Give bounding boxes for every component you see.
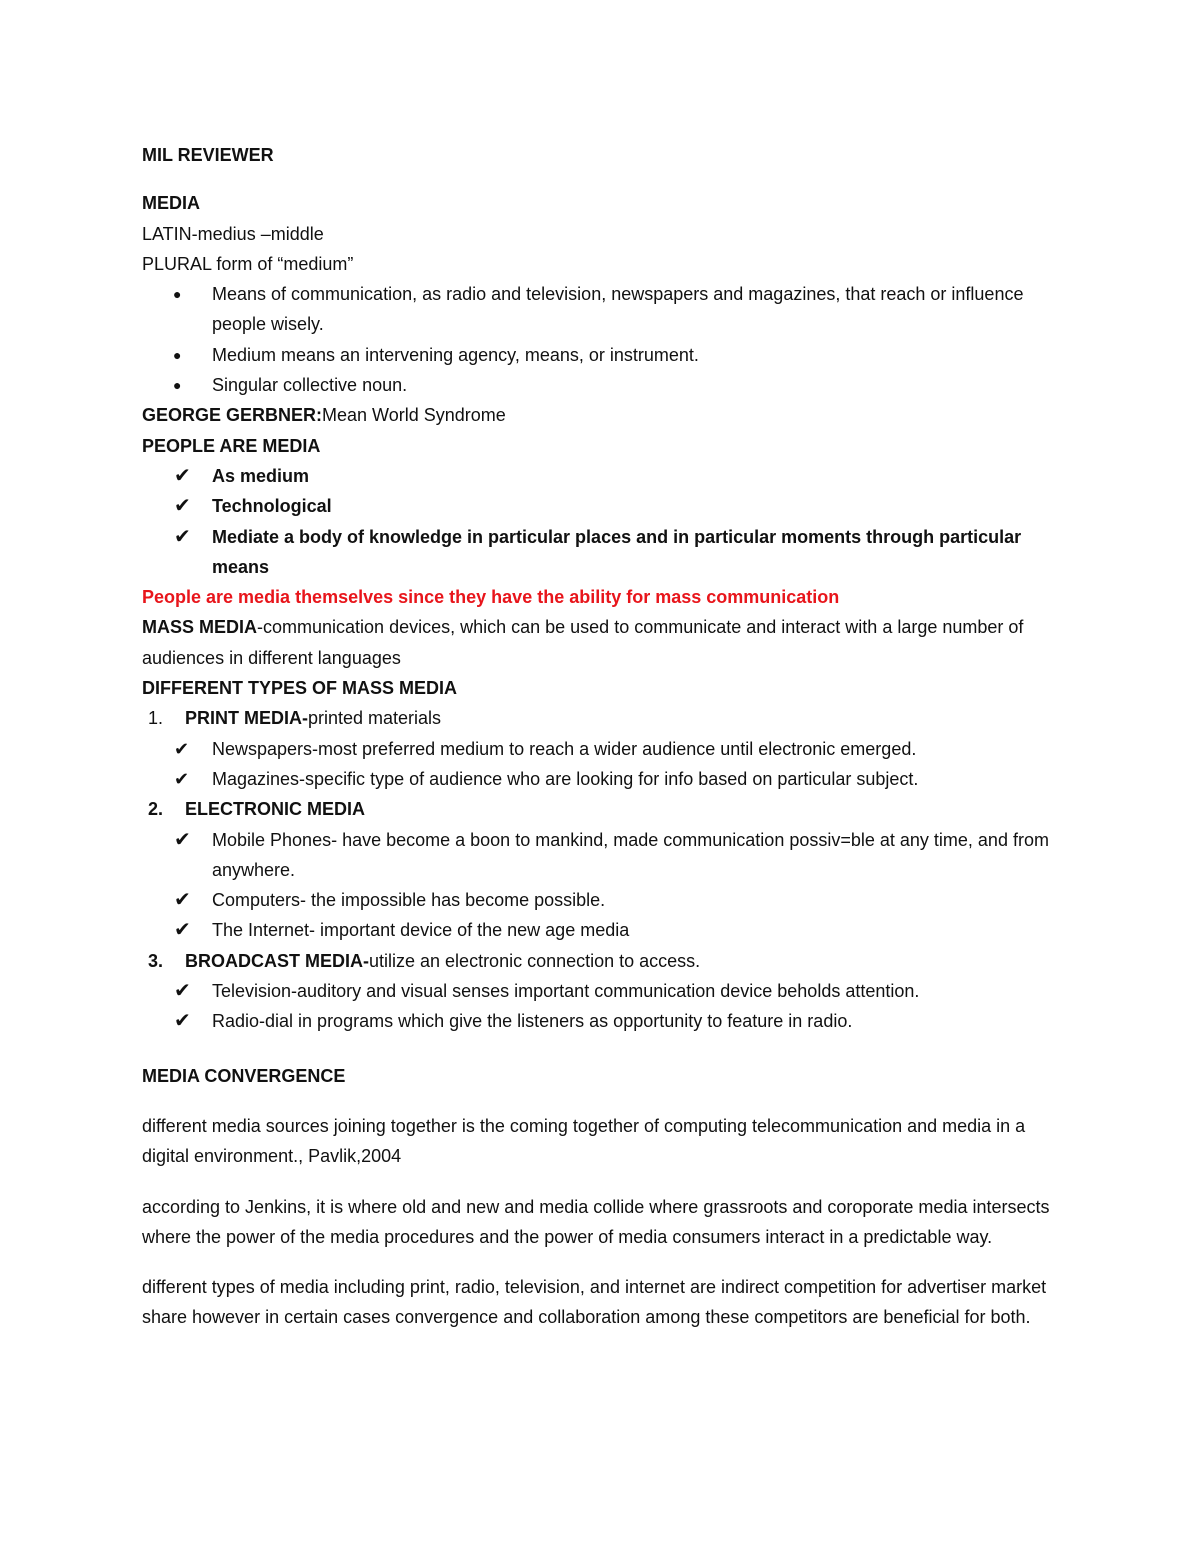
- media-plural-line: PLURAL form of “medium”: [142, 253, 354, 274]
- check-text: Computers- the impossible has become possible.: [212, 890, 606, 911]
- checkmark-icon: ✔: [174, 738, 190, 759]
- type-text: printed materials: [308, 708, 442, 729]
- print-check-item: [142, 764, 1062, 794]
- checkmark-icon: ✔: [174, 768, 190, 789]
- checkmark-icon: ✔: [174, 1010, 191, 1033]
- checkmark-icon: ✔: [174, 828, 191, 851]
- electronic-check-item: [142, 885, 1062, 915]
- type-item-print: [142, 703, 1062, 733]
- mass-media-label: MASS MEDIA: [142, 617, 258, 638]
- check-text: Mediate a body of knowledge in particular places and in particular moments through particular means: [212, 526, 1022, 577]
- check-text: The Internet- important device of the new age media: [212, 920, 630, 941]
- type-label: ELECTRONIC MEDIA: [185, 799, 365, 820]
- bullet-icon: ●: [173, 286, 182, 303]
- check-text: Technological: [212, 496, 332, 517]
- people-check-item: [142, 461, 1062, 491]
- type-label: PRINT MEDIA-: [185, 708, 308, 729]
- check-text: Mobile Phones- have become a boon to mankind, made communication possiv=ble at any time, and from anywhere.: [212, 829, 1049, 880]
- check-text: Newspapers-most preferred medium to reach a wider audience until electronic emerged.: [212, 738, 917, 759]
- broadcast-check-item: [142, 1006, 1062, 1036]
- check-text: Radio-dial in programs which give the listeners as opportunity to feature in radio.: [212, 1011, 853, 1032]
- type-label: BROADCAST MEDIA-: [185, 950, 369, 971]
- convergence-heading: MEDIA CONVERGENCE: [142, 1065, 346, 1086]
- checkmark-icon: ✔: [174, 495, 191, 518]
- checkmark-icon: ✔: [174, 919, 191, 942]
- list-number: 2.: [148, 799, 164, 820]
- electronic-check-item: [142, 825, 1062, 886]
- electronic-check-item: [142, 915, 1062, 945]
- check-text: As medium: [212, 465, 310, 486]
- list-number: 3.: [148, 950, 164, 971]
- media-bullet-item: [142, 370, 1062, 400]
- document-page: [142, 140, 1062, 1333]
- gerbner-line: [142, 400, 1062, 430]
- list-number: 1.: [148, 708, 164, 729]
- types-heading: DIFFERENT TYPES OF MASS MEDIA: [142, 678, 458, 699]
- media-heading: MEDIA: [142, 193, 200, 214]
- people-highlight: People are media themselves since they have the ability for mass communication: [142, 587, 840, 608]
- media-bullet-item: [142, 340, 1062, 370]
- mass-media-text: -communication devices, which can be used to communicate and interact with a large number of audiences in different languages: [142, 617, 1024, 668]
- people-heading: PEOPLE ARE MEDIA: [142, 435, 321, 456]
- mass-media-definition: [142, 612, 1062, 673]
- bullet-text: Medium means an intervening agency, means, or instrument.: [212, 344, 699, 365]
- check-text: Television-auditory and visual senses important communication device beholds attention.: [212, 981, 920, 1002]
- people-check-item: [142, 522, 1062, 583]
- print-check-item: [142, 734, 1062, 764]
- gerbner-text: Mean World Syndrome: [322, 405, 506, 426]
- type-item-electronic: [142, 794, 1062, 824]
- checkmark-icon: ✔: [174, 889, 191, 912]
- type-text: utilize an electronic connection to access.: [369, 950, 701, 971]
- document-title: MIL REVIEWER: [142, 145, 274, 165]
- media-latin-line: LATIN-medius –middle: [142, 223, 324, 244]
- bullet-text: Means of communication, as radio and television, newspapers and magazines, that reach or influence people wisely.: [212, 284, 1024, 335]
- bullet-text: Singular collective noun.: [212, 375, 408, 396]
- broadcast-check-item: [142, 976, 1062, 1006]
- check-text: Magazines-specific type of audience who are looking for info based on particular subject.: [212, 768, 919, 789]
- type-item-broadcast: [142, 946, 1062, 976]
- convergence-paragraph: different media sources joining together is the coming together of computing telecommunication and media in a digital environment., Pavlik,2004: [142, 1115, 1026, 1167]
- convergence-paragraph: according to Jenkins, it is where old and new and media collide where grassroots and coroporate media intersects where the power of the media procedures and the power of media consumers interact in a predictable way.: [142, 1196, 1050, 1247]
- gerbner-label: GEORGE GERBNER:: [142, 405, 323, 426]
- checkmark-icon: ✔: [174, 464, 191, 487]
- media-bullet-item: [142, 279, 1062, 340]
- people-check-item: [142, 491, 1062, 521]
- convergence-paragraph: different types of media including print, radio, television, and internet are indirect competition for advertiser market share however in certain cases convergence and collaboration among these competitors are beneficial for both.: [142, 1277, 1047, 1328]
- checkmark-icon: ✔: [174, 525, 191, 548]
- bullet-icon: ●: [173, 377, 182, 394]
- checkmark-icon: ✔: [174, 980, 191, 1003]
- bullet-icon: ●: [173, 346, 182, 363]
